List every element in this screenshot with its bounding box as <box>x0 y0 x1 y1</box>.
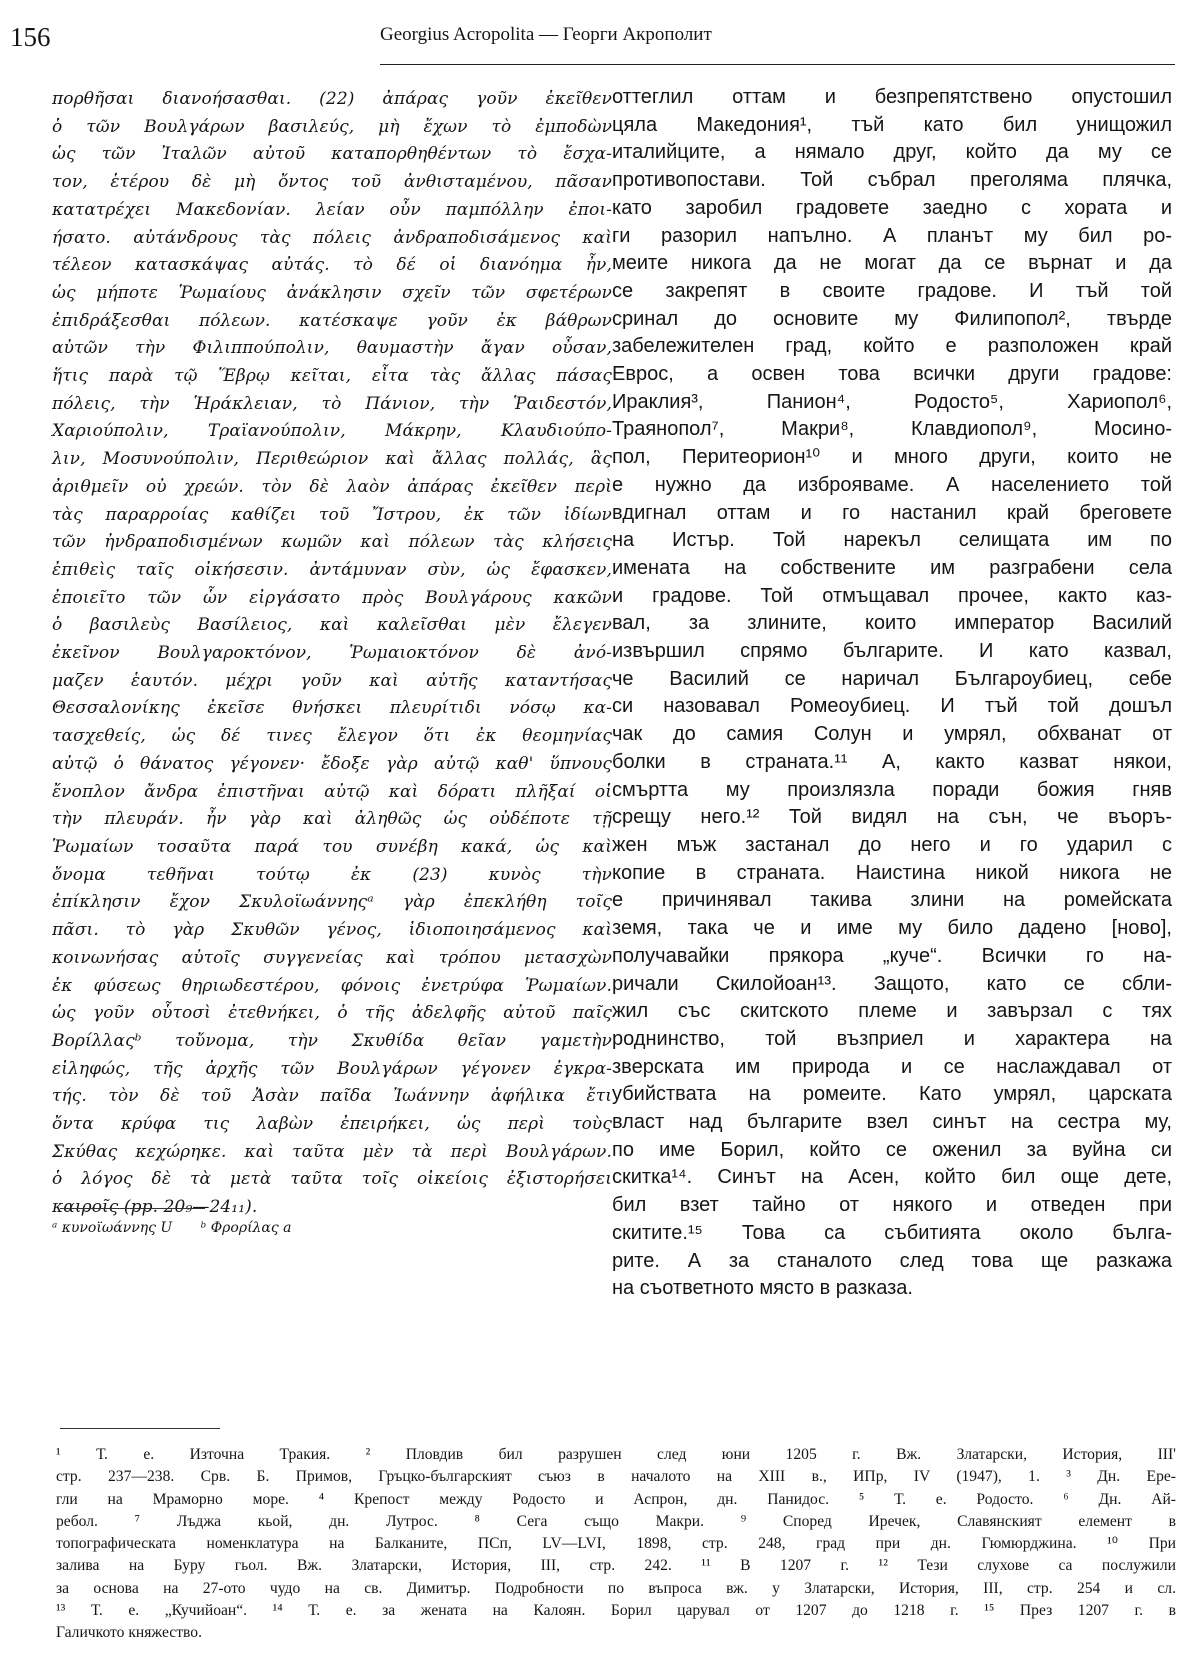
apparatus-rule <box>60 1208 205 1209</box>
bulgarian-text-line: се закрепят в своите градове. И тъй той <box>612 279 1172 302</box>
greek-text-line: τής. τὸν δὲ τοῦ Ἀσὰν παῖδα Ἰωάννην ἀφήλικα ἔτι <box>52 1086 612 1107</box>
bulgarian-text-line: болки в страната.¹¹ А, както казват някои, <box>612 750 1172 773</box>
bulgarian-text-line: че Василий се наричал Българоубиец, себе <box>612 667 1172 690</box>
greek-text-line: τὰς παραρροίας καθίζει τοῦ Ἴστρου, ἐκ τῶν ἰδίων <box>52 504 612 525</box>
bulgarian-text-line: на съответното място в разказа. <box>612 1277 913 1300</box>
footnote-line: ¹³ Т. е. „Кучийоан“. ¹⁴ Т. е. за жената на Калоян. Борил царувал от 1207 до 1218 г. ¹⁵ През 1207 г. в <box>56 1602 1176 1620</box>
greek-text-line: ἐπιθεὶς ταῖς οἰκήσεσιν. ἀντάμυναν σὺν, ὡς ἔφασκεν, <box>52 559 612 580</box>
bulgarian-text-line: италийците, а нямало друг, който да му се <box>612 141 1172 164</box>
bulgarian-text-line: роднинство, той възприел и характера на <box>612 1027 1172 1050</box>
greek-text-line: ὡς τῶν Ἰταλῶν αὐτοῦ καταπορθηθέντων τὸ ἔσχα- <box>52 144 612 165</box>
greek-text-line: τασχεθείς, ὡς δέ τινες ἔλεγον ὅτι ἐκ θεομηνίας <box>52 726 612 747</box>
bulgarian-text-line: и градове. Той отмъщавал прочее, както каз- <box>612 584 1172 607</box>
greek-text-line: τὴν πλευράν. ἦν γὰρ καὶ ἀληθῶς ὡς οὐδέποτε τῇ <box>52 809 612 830</box>
bulgarian-text-line: власт над българите взел синът на сестра му, <box>612 1111 1172 1134</box>
bulgarian-text-line: Еврос, а освен това всички други градове: <box>612 363 1172 386</box>
page-number: 156 <box>10 22 51 52</box>
bulgarian-text-column <box>612 84 1172 1303</box>
greek-text-line: Θεσσαλονίκης ἐκεῖσε θνήσκει πλευρίτιδι νόσῳ κα- <box>52 698 612 719</box>
footnote-line: залива на Буру гьол. Вж. Златарски, История, III, стр. 242. ¹¹ В 1207 г. ¹² Тези слухове са послужили <box>56 1557 1176 1575</box>
bulgarian-text-line: Ираклия³, Панион⁴, Родосто⁵, Хариопол⁶, <box>612 390 1172 413</box>
bulgarian-text-line: на Истър. Той нарекъл селищата им по <box>612 529 1172 552</box>
greek-text-line: πόλεις, τὴν Ἡράκλειαν, τὸ Πάνιον, τὴν Ῥαιδεστόν, <box>52 393 612 414</box>
bulgarian-text-line: убийствата на ромеите. Като умрял, царската <box>612 1083 1172 1106</box>
footnote-line: ребол. ⁷ Лъджа кьой, дн. Лутрос. ⁸ Сега също Макри. ⁹ Според Иречек, Славянският елемент в <box>56 1512 1176 1530</box>
footnote-line: ¹ Т. е. Източна Тракия. ² Пловдив бил разрушен след юни 1205 г. Вж. Златарски, История, III' <box>56 1446 1176 1463</box>
bulgarian-text-line: пол, Перитеорион¹⁰ и много други, които не <box>612 446 1172 469</box>
greek-text-line: ἐπιδράξεσθαι πόλεων. κατέσκαψε γοῦν ἐκ βάθρων <box>52 310 612 331</box>
bulgarian-text-line: бил взет тайно от някого и отведен при <box>612 1194 1172 1217</box>
greek-text-line: ὄντα κρύφα τις λαβὼν ἐπειρήκει, ὡς περὶ τοὺς <box>52 1114 612 1135</box>
greek-text-line: αὐτῷ ὁ θάνατος γέγονεν· ἔδοξε γὰρ αὐτῷ καθ' ὕπνους <box>52 753 612 774</box>
bulgarian-text-line: си назовавал Ромеоубиец. И тъй той дошъл <box>612 695 1172 718</box>
greek-text-line: καιροῖς (pp. 20₉—24₁₁). <box>52 1197 258 1218</box>
bulgarian-text-line: зверската им природа и се наслаждавал от <box>612 1055 1172 1078</box>
greek-text-line: ἀριθμεῖν οὐ χρεών. τὸν δὲ λαὸν ἀπάρας ἐκεῖθεν περὶ <box>52 476 612 497</box>
bulgarian-text-line: като заробил градовете заедно с хората и <box>612 196 1172 219</box>
bulgarian-text-line: оттеглил оттам и безпрепятствено опустошил <box>612 86 1172 108</box>
greek-text-line: κατατρέχει Μακεδονίαν. λείαν οὖν παμπόλλην ἐποι- <box>52 199 612 220</box>
bulgarian-text-line: ричали Скилойоан¹³. Защото, като се сбли- <box>612 972 1172 995</box>
greek-text-line: Σκύθας κεχώρηκε. καὶ ταῦτα μὲν τὰ περὶ Βουλγάρων. <box>52 1141 612 1162</box>
apparatus-note: ᵃ κυνοϊωάννης U <box>52 1220 173 1236</box>
bulgarian-text-line: земя, така че и име му било дадено [ново], <box>612 917 1172 940</box>
page-header <box>10 18 1110 56</box>
bulgarian-text-line: противопостави. Той събрал преголяма плячка, <box>612 169 1172 192</box>
bulgarian-text-line: смъртта му произлязла поради божия гняв <box>612 778 1172 801</box>
apparatus-note: ᵇ Φρορίλας a <box>200 1220 292 1236</box>
running-title: Georgius Acropolita — Георги Акрополит <box>380 24 712 45</box>
footnote-line: за основа на 27-ото чудо на св. Димитър. Подробности по въпроса вж. у Златарски, История, III, стр. 254 и сл. <box>56 1579 1176 1597</box>
greek-text-line: ὁ λόγος δὲ τὰ μετὰ ταῦτα τοῖς οἰκείοις ἐξιστορήσει <box>52 1169 612 1190</box>
greek-text-line: ἐπίκλησιν ἔχον Σκυλοϊωάννηςᵃ γὰρ ἐπεκλήθη τοῖς <box>52 892 612 913</box>
greek-text-line: μαζεν ἑαυτόν. μέχρι γοῦν καὶ αὐτῆς καταντήσας <box>52 670 612 691</box>
greek-text-line: Χαριούπολιν, Τραϊανούπολιν, Μάκρην, Κλαυδιούπο- <box>52 421 612 442</box>
footnote-line: гли на Мраморно море. ⁴ Крепост между Родосто и Аспрон, дн. Панидос. ⁵ Т. е. Родосто. ⁶ Дн. Ай- <box>56 1490 1176 1508</box>
bulgarian-text-line: вал, за злините, които император Василий <box>612 612 1172 635</box>
greek-text-line: ὁ βασιλεὺς Βασίλειος, καὶ καλεῖσθαι μὲν ἔλεγεν <box>52 615 612 636</box>
footnote-rule <box>60 1428 220 1429</box>
greek-text-line: ἐκ φύσεως θηριωδεστέρου, φόνοις ἐνετρύφα Ῥωμαίων. <box>52 975 612 996</box>
greek-text-line: τέλεον κατασκάψας αὐτάς. τὸ δέ οἱ διανόημα ἦν, <box>52 255 612 276</box>
footnote-line: топографическата номенклатура на Балканите, ПСп, LV—LVI, 1898, стр. 248, град при дн. Гюмюрджина. ¹⁰ При <box>56 1535 1176 1553</box>
bulgarian-text-line: по име Борил, който се оженил за вуйна си <box>612 1138 1172 1161</box>
greek-text-line: ὁ τῶν Βουλγάρων βασιλεύς, μὴ ἔχων τὸ ἐμποδὼν <box>52 116 612 137</box>
bulgarian-text-line: вдигнал оттам и го настанил край бреговете <box>612 501 1172 524</box>
greek-text-line: ἥτις παρὰ τῷ Ἕβρῳ κεῖται, εἶτα τὰς ἄλλας πάσας <box>52 366 612 387</box>
bulgarian-text-line: имената на собствените им разграбени села <box>612 556 1172 579</box>
bulgarian-text-line: меите никога да не могат да се върнат и да <box>612 252 1172 275</box>
bulgarian-text-line: жил със скитското племе и завързал с тях <box>612 1000 1172 1023</box>
greek-text-line: ἐκεῖνον Βουλγαροκτόνον, Ῥωμαιοκτόνον δὲ ἀνό- <box>52 643 612 664</box>
footnote-line: стр. 237—238. Срв. Б. Примов, Гръцко-българският съюз в началото на XIII в., ИПр, IV (1947), 1. ³ Дн. Ере- <box>56 1468 1176 1486</box>
bulgarian-text-line: е причинявал такива злини на ромейската <box>612 889 1172 912</box>
bulgarian-text-line: е нужно да изброяваме. А населението той <box>612 473 1172 496</box>
greek-text-line: εἰληφώς, τῆς ἀρχῆς τῶν Βουλγάρων γέγονεν ἐγκρα- <box>52 1058 612 1079</box>
bulgarian-text-line: ги разорил напълно. А планът му бил ро- <box>612 224 1172 247</box>
header-rule <box>380 64 1175 65</box>
bulgarian-text-line: цяла Македония¹, тъй като бил унищожил <box>612 113 1172 136</box>
greek-text-line: λιν, Μοσυνούπολιν, Περιθεώριον καὶ ἄλλας πολλάς, ἃς <box>52 449 612 470</box>
bulgarian-text-line: Траянопол⁷, Макри⁸, Клавдиопол⁹, Мосино- <box>612 418 1172 441</box>
greek-text-line: πορθῆσαι διανοήσασθαι. (22) ἀπάρας γοῦν ἐκεῖθεν <box>52 89 612 109</box>
greek-text-line: τῶν ἠνδραποδισμένων κωμῶν καὶ πόλεων τὰς κλήσεις <box>52 532 612 553</box>
greek-text-line: πᾶσι. τὸ γὰρ Σκυθῶν γένος, ἰδιοποιησάμενος καὶ <box>52 920 612 941</box>
greek-text-line: ήσατο. αὐτάνδρους τὰς πόλεις ἀνδραποδισάμενος καὶ <box>52 227 612 248</box>
greek-text-line: τον, ἑτέρου δὲ μὴ ὄντος τοῦ ἀνθισταμένου, πᾶσαν <box>52 172 612 193</box>
greek-text-column <box>52 86 612 1222</box>
bulgarian-text-line: получавайки прякора „куче“. Всички го на- <box>612 944 1172 967</box>
bulgarian-text-line: сринал до основите му Филипопол², твърде <box>612 307 1172 330</box>
critical-apparatus <box>52 1220 316 1236</box>
greek-text-line: ὡς μήποτε Ῥωμαίους ἀνάκλησιν σχεῖν τῶν σφετέρων <box>52 282 612 303</box>
bulgarian-text-line: копие в страната. Наистина никой никога не <box>612 861 1172 884</box>
greek-text-line: Ῥωμαίων τοσαῦτα παρά του συνέβη κακά, ὡς καὶ <box>52 836 612 857</box>
bulgarian-text-line: срещу него.¹² Той видял на сън, че въоръ- <box>612 806 1172 829</box>
greek-text-line: ὡς γοῦν οὗτοσὶ ἐτεθνήκει, ὁ τῆς ἀδελφῆς αὐτοῦ παῖς <box>52 1003 612 1024</box>
bulgarian-text-line: скитите.¹⁵ Това са събитията около бълга- <box>612 1221 1172 1244</box>
bulgarian-text-line: чак до самия Солун и умрял, обхванат от <box>612 723 1172 746</box>
bulgarian-text-line: скитка¹⁴. Синът на Асен, който бил още дете, <box>612 1166 1172 1189</box>
greek-text-line: Βορίλλαςᵇ τοὔνομα, τὴν Σκυθίδα θεῖαν γαμετὴν <box>52 1030 612 1051</box>
footnotes <box>56 1444 1176 1645</box>
greek-text-line: ὄνομα τεθῆναι τούτῳ ἐκ (23) κυνὸς τὴν <box>52 864 612 885</box>
footnote-line: Галичкото княжество. <box>56 1624 202 1642</box>
bulgarian-text-line: жен мъж застанал до него и го ударил с <box>612 833 1172 856</box>
greek-text-line: αὐτῶν τὴν Φιλιππούπολιν, θαυμαστὴν ἄγαν οὖσαν, <box>52 338 612 359</box>
bulgarian-text-line: забележителен град, който е разположен край <box>612 335 1172 358</box>
bulgarian-text-line: извършил спрямо българите. И като казвал, <box>612 640 1172 663</box>
bulgarian-text-line: рите. А за станалото след това ще разкажа <box>612 1249 1172 1272</box>
greek-text-line: κοινωνήσας αὐτοῖς συγγενείας καὶ τρόπου μετασχὼν <box>52 947 612 968</box>
greek-text-line: ἔνοπλον ἄνδρα ἐπιστῆναι αὐτῷ καὶ δόρατι πλῆξαί οἱ <box>52 781 612 802</box>
greek-text-line: ἐποιεῖτο τῶν ὧν εἰργάσατο πρὸς Βουλγάρους κακῶν <box>52 587 612 608</box>
